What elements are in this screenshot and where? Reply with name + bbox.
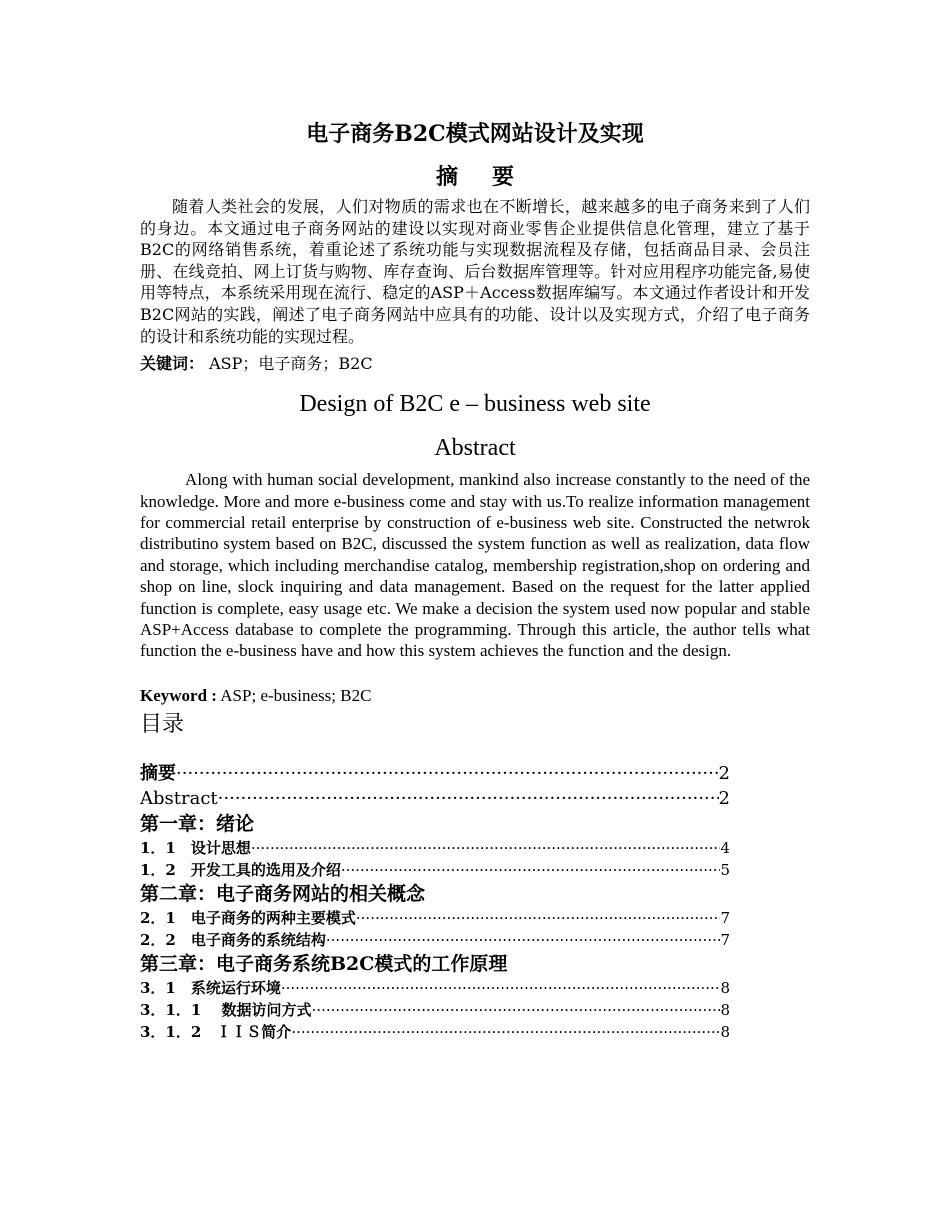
toc-entry-abstract-cn[interactable] bbox=[140, 761, 730, 786]
toc-entry-page: 5 bbox=[720, 860, 730, 879]
toc-entry-title: 1．2 开发工具的选用及介绍 bbox=[140, 860, 341, 879]
toc-chapter-1[interactable]: 第一章：绪论 bbox=[140, 812, 255, 835]
english-abstract-body: Along with human social development, mankind also increase constantly to the need of the knowledge. More and more e-business come and stay with us.To realize information management for commercial retail enterprise by construction of e-business web site. Constructed the netwrok distributino system based on B2C, discussed the system function as well as realization, data flow and storage, which including merchandise catalog, membership registration,shop on ordering and shop on line, slock inquiring and data management. Based on the request for the latter applied function is complete, easy usage etc. We make a decision the system used now popular and stable ASP+Access database to complete the programming. Through this article, the author tells what function the e-business have and how this system achieves the function and the design. bbox=[140, 470, 810, 661]
toc-entry-title: Abstract bbox=[140, 787, 218, 809]
toc-entry-page: 2 bbox=[718, 787, 730, 809]
chinese-abstract-body: 随着人类社会的发展，人们对物质的需求也在不断增长，越来越多的电子商务来到了人们的身边。本文通过电子商务网站的建设以实现对商业零售企业提供信息化管理，建立了基于B2C的网络销售系统，着重论述了系统功能与实现数据流程及存储，包括商品目录、会员注册、在线竞拍、网上订货与购物、库存查询、后台数据库管理等。针对应用程序功能完备,易使用等特点，本系统采用现在流行、稳定的ASP＋Access数据库编写。本文通过作者设计和开发B2C网站的实践，阐述了电子商务网站中应具有的功能、设计以及实现方式，介绍了电子商务的设计和系统功能的实现过程。 bbox=[140, 197, 810, 346]
chinese-abstract-heading bbox=[140, 162, 810, 192]
chinese-title: 电子商务B2C模式网站设计及实现 bbox=[306, 121, 644, 147]
toc-entry-page: 8 bbox=[720, 1000, 730, 1019]
toc-entry-title: 2．2 电子商务的系统结构 bbox=[140, 930, 326, 949]
toc-entry-3-1-2[interactable] bbox=[140, 1021, 730, 1043]
chinese-keywords-label: 关键词： bbox=[140, 354, 205, 374]
english-abstract-heading: Abstract bbox=[434, 435, 516, 462]
english-title: Design of B2C e – business web site bbox=[299, 391, 651, 418]
document-content bbox=[140, 118, 810, 1043]
toc-entry-page: 4 bbox=[720, 838, 730, 857]
toc-entry-page: 2 bbox=[718, 762, 730, 784]
toc-entry-page: 7 bbox=[720, 908, 730, 927]
toc-entry-1-1[interactable] bbox=[140, 837, 730, 859]
toc-entry-abstract-en[interactable] bbox=[140, 786, 730, 811]
toc-entry-title: 3．1．2 ＩＩＳ简介 bbox=[140, 1022, 292, 1041]
toc-entry-title: 3．1．1 数据访问方式 bbox=[140, 1000, 312, 1019]
toc-entry-page: 8 bbox=[720, 1022, 730, 1041]
toc-entry-2-2[interactable] bbox=[140, 929, 730, 951]
english-keywords bbox=[140, 685, 810, 707]
toc-chapter-2[interactable]: 第二章：电子商务网站的相关概念 bbox=[140, 882, 426, 905]
chinese-abstract-heading-part2: 要 bbox=[492, 164, 515, 190]
chinese-keywords-value: ASP；电子商务；B2C bbox=[204, 354, 373, 374]
toc-chapter-3[interactable]: 第三章：电子商务系统B2C模式的工作原理 bbox=[140, 952, 508, 975]
toc-heading: 目录 bbox=[140, 711, 185, 737]
toc-entry-title: 1．1 设计思想 bbox=[140, 838, 251, 857]
chinese-keywords bbox=[140, 353, 810, 375]
english-keywords-value: ASP; e-business; B2C bbox=[216, 685, 372, 705]
toc-entry-3-1-1[interactable] bbox=[140, 999, 730, 1021]
chinese-abstract-heading-part1: 摘 bbox=[435, 164, 458, 190]
toc-entry-title: 摘要 bbox=[140, 762, 176, 784]
toc-entry-2-1[interactable] bbox=[140, 907, 730, 929]
english-keywords-label: Keyword : bbox=[140, 685, 217, 705]
toc-entry-title: 3．1 系统运行环境 bbox=[140, 978, 281, 997]
toc-entry-title: 2．1 电子商务的两种主要模式 bbox=[140, 908, 356, 927]
toc-entry-page: 7 bbox=[720, 930, 730, 949]
table-of-contents bbox=[140, 761, 730, 1043]
toc-entry-3-1[interactable] bbox=[140, 977, 730, 999]
toc-entry-1-2[interactable] bbox=[140, 859, 730, 881]
toc-entry-page: 8 bbox=[720, 978, 730, 997]
